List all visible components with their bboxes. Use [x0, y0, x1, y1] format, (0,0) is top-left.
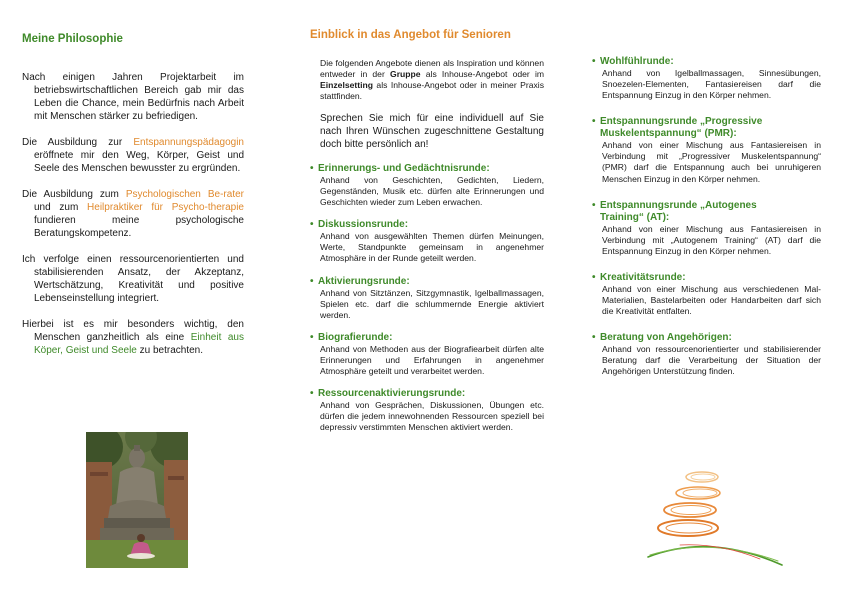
offer-item-title-text: Biografierunde: [318, 331, 393, 343]
philosophy-paragraph-5 [22, 318, 244, 357]
stacked-stones-logo [640, 465, 790, 575]
offer-column [310, 0, 544, 444]
offer-item-title [592, 56, 821, 68]
bullet: • [310, 163, 314, 174]
offer-item-title-text: Diskussionsrunde: [318, 219, 409, 231]
highlight-einheit: Einheit aus Köper, Geist und Seele [34, 332, 244, 356]
offer-item-title [592, 116, 821, 128]
offer-item-title [592, 200, 821, 212]
text-fragment: als Inhouse-Angebot oder in meiner Praxis stattfinden. [320, 80, 544, 101]
offer-item-title-text: Entspannungsrunde „Autogenes [600, 199, 757, 211]
offer-item-title-text: Erinnerungs- und Gedächtnisrunde: [318, 163, 490, 174]
offer-item [310, 219, 544, 264]
philosophy-title: Meine Philosophie [22, 33, 123, 45]
text-fragment: als Inhouse-Angebot oder im [420, 69, 545, 79]
offer-item-title-text: Ressourcenaktivierungsrunde: [318, 388, 466, 400]
text-fragment: eröffnete mir den Weg, Körper, Geist und Seele des Menschen bewusster zu ergründen. [34, 150, 244, 174]
offer-item-title-text: Wohlfühlrunde: [600, 56, 674, 67]
bullet: • [310, 219, 314, 231]
bullet: • [310, 275, 314, 287]
offer-item-title [592, 332, 821, 344]
keyword-gruppe: Gruppe [390, 69, 421, 79]
offer-item-body: Anhand von einer Mischung aus Fantasiereisen in Verbindung mit „Autogenem Training“ (AT) darf die Entspannung Einzug in den Körper nehmen. [602, 223, 821, 256]
philosophy-paragraph-2 [22, 136, 244, 175]
philosophy-paragraph-1: Nach einigen Jahren Projektarbeit im betriebswirtschaftlichen Bereich gab mir das Leben die Chance, mein Bedürfnis nach Arbeit mit Menschen stärker zu befriedigen. [22, 72, 244, 122]
stones-graphic [640, 465, 790, 575]
buddha-photo [86, 432, 188, 568]
offer-item-title [310, 276, 544, 288]
text-fragment: fundieren meine psychologische Beratungskompetenz. [34, 215, 244, 239]
philosophy-column [22, 0, 244, 370]
text-fragment: Hierbei ist es mir besonders wichtig, den Menschen ganzheitlich als eine [22, 319, 244, 343]
offer-item [592, 116, 821, 184]
text-fragment: zu betrachten. [136, 345, 204, 356]
highlight-psych-berater: Psychologischen Be-rater [125, 189, 244, 200]
offer-item [310, 163, 544, 208]
offer-item [592, 332, 821, 377]
bullet: • [592, 271, 596, 283]
highlight-entspannungspaedagogin: Entspannungspädagogin [133, 137, 244, 148]
offer-item [310, 332, 544, 377]
offer-item-body: Anhand von ressourcenorientierter und stabilisierender Beratung darf die Verarbeitung der Situation der Angehörigen Unterstützung finden. [602, 344, 821, 377]
offer-item-title-text: Kreativitätsrunde: [600, 271, 686, 283]
offer-item-body: Anhand von ausgewählten Themen dürfen Meinungen, Werte, Standpunkte gemeinsam in angenehmer Atmosphäre in der Runde geteilt werden. [320, 231, 544, 264]
offer-item-title-text: Aktivierungsrunde: [318, 275, 410, 287]
offer-item-title [310, 163, 544, 175]
philosophy-paragraph-3 [22, 188, 244, 240]
text-fragment: und zum [34, 202, 88, 213]
text-fragment: Die folgenden Angebote dienen als Inspiration und können entweder in der [320, 58, 544, 79]
offer-item-title [592, 272, 821, 284]
offer-item-title-text: Entspannungsrunde „Progressive [600, 116, 763, 128]
offer-item-body: Anhand von Methoden aus der Biografiearbeit dürfen alte Erinnerungen und Erfahrungen in angenehmer Atmosphäre geteilt und verarbeitet werden. [320, 343, 544, 377]
offer-intro [320, 58, 544, 102]
offer-item-body: Anhand von einer Mischung aus verschiedenen Mal-Materialien, Bastelarbeiten oder Handarbeiten darf sich die Kreativität entfalten. [602, 283, 821, 317]
offer-item-body: Anhand von einer Mischung aus Fantasiereisen in Verbindung mit „Progressiver Muskelentspannung“ (PMR) darf die Entspannung auch bei unruhigeren Menschen Einzug in den Körper nehmen. [602, 140, 821, 184]
text-fragment: Die Ausbildung zur [22, 137, 134, 148]
offer-item-body: Anhand von Gesprächen, Diskussionen, Übungen etc. dürfen die jedem innewohnenden Ressourcen speziell bei depressiv verstimmten Menschen aktiviert werden. [320, 400, 544, 433]
offer-item-title [310, 388, 544, 400]
bullet: • [592, 199, 596, 211]
keyword-einzelsetting: Einzelsetting [320, 80, 374, 90]
offer-item [592, 200, 821, 257]
offer-item-title-text: Beratung von Angehörigen: [600, 332, 732, 344]
highlight-heilpraktiker: Heilpraktiker für Psycho-therapie [87, 202, 244, 213]
offer-item-title-line-2: Muskelentspannung“ (PMR): [600, 128, 737, 140]
offer-item [310, 276, 544, 321]
bullet: • [592, 116, 596, 128]
bullet: • [592, 56, 596, 67]
offer-contact-note: Sprechen Sie mich für eine individuell auf Sie nach Ihren Wünschen zugeschnittene Gestaltung doch bitte persönlich an! [320, 113, 544, 150]
offer-item [592, 272, 821, 317]
offer-item [592, 56, 821, 101]
offer-item-title [310, 219, 544, 231]
bullet: • [310, 331, 314, 343]
offer-item-body: Anhand von Geschichten, Gedichten, Liedern, Gegenständen, Musik etc. dürfen alte Erinnerungen und Geschichten wieder zum Leben erwachen. [320, 175, 544, 208]
buddha-photo-image [86, 432, 188, 568]
bullet: • [310, 388, 314, 400]
bullet: • [592, 332, 596, 344]
offer-column-2 [592, 56, 821, 389]
offer-item-title-line-2: Training“ (AT): [600, 211, 670, 223]
offer-item-body: Anhand von Sitztänzen, Sitzgymnastik, Igelballmassagen, Spielen etc. darf die schlummernde Energie aktiviert werden. [320, 287, 544, 320]
offer-item-title [310, 332, 544, 344]
offer-title: Einblick in das Angebot für Senioren [310, 29, 511, 41]
philosophy-paragraph-4: Ich verfolge einen ressourcenorientierten und stabilisierenden Ansatz, der Akzeptanz, Wertschätzung, Kreativität und positive Lebenseinstellung integriert. [22, 254, 244, 304]
offer-item-body: Anhand von Igelballmassagen, Sinnesübungen, Snoezelen-Elementen, Fantasiereisen darf die Entspannung Einzug in den Körper nehmen. [602, 68, 821, 101]
text-fragment: Die Ausbildung zum [22, 189, 126, 200]
offer-item [310, 388, 544, 433]
